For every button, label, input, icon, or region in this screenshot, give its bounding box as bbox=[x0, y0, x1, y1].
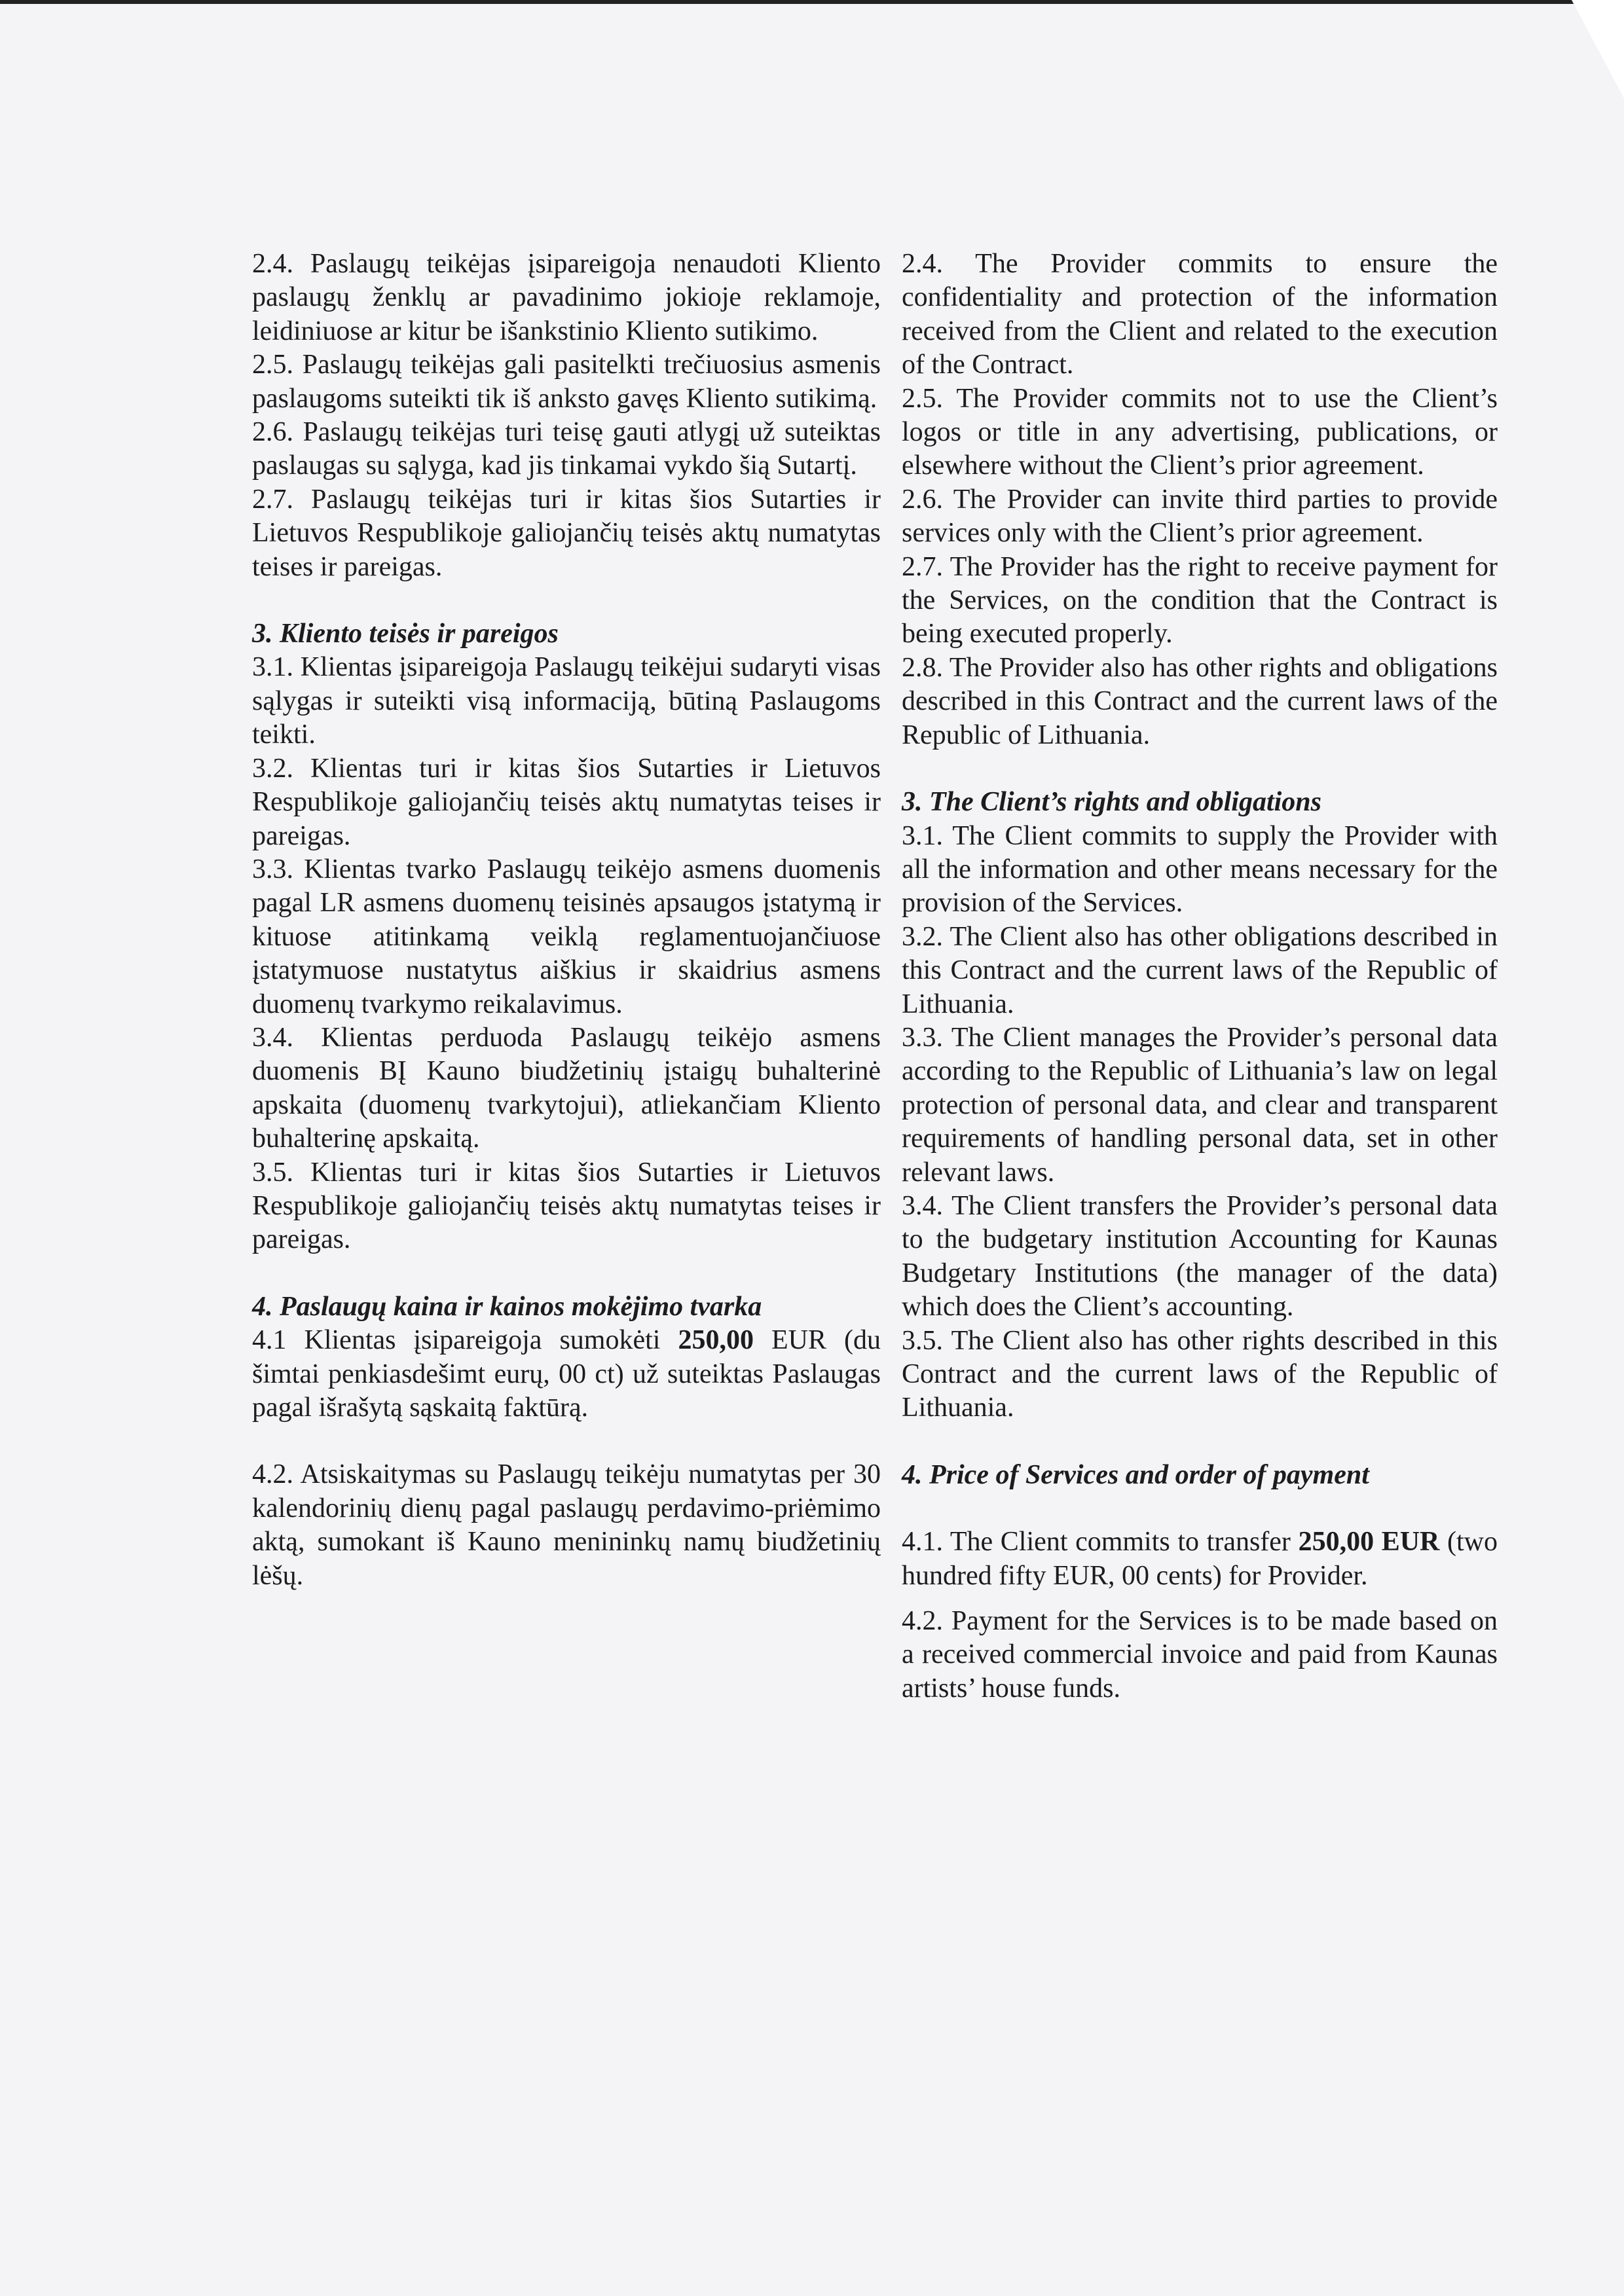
clause-2-5-lt: 2.5. Paslaugų teikėjas gali pasitelkti trečiuosius asmenis paslaugoms suteikti tik iš anksto gavęs Kliento sutikimą. bbox=[252, 350, 881, 414]
clause-text: 4.1 Klientas įsipareigoja sumokėti bbox=[252, 1325, 678, 1356]
clause-2-8-en: 2.8. The Provider also has other rights and obligations described in this Contract and the current laws of the Republic of Lithuania. bbox=[902, 652, 1498, 750]
english-column bbox=[902, 247, 1498, 1705]
clause-2-7-en: 2.7. The Provider has the right to receive payment for the Services, on the condition that the Contract is being executed properly. bbox=[902, 551, 1498, 649]
clause-3-4-en: 3.4. The Client transfers the Provider’s personal data to the budgetary institution Accounting for Kaunas Budgetary Institutions (the manager of the data) which does the Client’s accounting. bbox=[902, 1190, 1498, 1322]
section-4-heading-en: 4. Price of Services and order of payment bbox=[902, 1459, 1369, 1490]
clause-2-6-lt: 2.6. Paslaugų teikėjas turi teisę gauti atlygį už suteiktas paslaugas su sąlyga, kad jis tinkamai vykdo šią Sutartį. bbox=[252, 417, 881, 481]
clause-4-1-en bbox=[902, 1525, 1498, 1593]
clause-text: 4.1. The Client commits to transfer bbox=[902, 1527, 1299, 1558]
price-amount: 250,00 bbox=[678, 1325, 754, 1356]
clause-text: EUR (du šimtai penkiasdešimt eurų, 00 ct) už suteiktas Paslaugas pagal išrašytą sąskaitą faktūrą. bbox=[252, 1325, 881, 1423]
clause-2-5-en: 2.5. The Provider commits not to use the Client’s logos or title in any advertising, publications, or elsewhere without the Client’s prior agreement. bbox=[902, 383, 1498, 481]
clause-3-5-lt: 3.5. Klientas turi ir kitas šios Sutarties ir Lietuvos Respublikoje galiojančių teisės aktų numatytas teises ir pareigas. bbox=[252, 1157, 881, 1255]
section-4-heading-lt: 4. Paslaugų kaina ir kainos mokėjimo tvarka bbox=[252, 1291, 762, 1322]
clause-2-7-lt: 2.7. Paslaugų teikėjas turi ir kitas šios Sutarties ir Lietuvos Respublikoje galiojančių teisės aktų numatytas teises ir pareigas. bbox=[252, 484, 881, 582]
price-amount: 250,00 EUR bbox=[1298, 1527, 1440, 1558]
clause-2-4-en: 2.4. The Provider commits to ensure the confidentiality and protection of the information received from the Client and related to the execution of the Contract. bbox=[902, 249, 1498, 380]
scan-page-corner bbox=[1572, 0, 1624, 98]
clause-2-6-en: 2.6. The Provider can invite third parties to provide services only with the Client’s prior agreement. bbox=[902, 484, 1498, 549]
scan-top-edge bbox=[0, 0, 1624, 4]
section-3-heading-en: 3. The Client’s rights and obligations bbox=[902, 787, 1322, 818]
clause-text: (two hundred fifty EUR, 00 cents) for Provider. bbox=[902, 1527, 1498, 1591]
clause-4-2-lt: 4.2. Atsiskaitymas su Paslaugų teikėju numatytas per 30 kalendorinių dienų pagal paslaugų perdavimo-priėmimo aktą, sumokant iš Kauno menininkų namų biudžetinių lėšų. bbox=[252, 1459, 881, 1591]
clause-3-2-lt: 3.2. Klientas turi ir kitas šios Sutarties ir Lietuvos Respublikoje galiojančių teisės aktų numatytas teises ir pareigas. bbox=[252, 753, 881, 851]
clause-3-1-lt: 3.1. Klientas įsipareigoja Paslaugų teikėjui sudaryti visas sąlygas ir suteikti visą informaciją, būtiną Paslaugoms teikti. bbox=[252, 652, 881, 750]
clause-2-4-lt: 2.4. Paslaugų teikėjas įsipareigoja nenaudoti Kliento paslaugų ženklų ar pavadinimo jokioje reklamoje, leidiniuose ar kitur be išankstinio Kliento sutikimo. bbox=[252, 249, 881, 346]
clause-3-3-lt: 3.3. Klientas tvarko Paslaugų teikėjo asmens duomenis pagal LR asmens duomenų teisinės apsaugos įstatymą ir kituose atitinkamą veiklą reglamentuojančiuose įstatymuose nustatytus aiškius ir skaidrius asmens duomenų tvarkymo reikalavimus. bbox=[252, 854, 881, 1019]
clause-3-2-en: 3.2. The Client also has other obligations described in this Contract and the current laws of the Republic of Lithuania. bbox=[902, 921, 1498, 1019]
section-3-heading-lt: 3. Kliento teisės ir pareigos bbox=[252, 619, 559, 649]
clause-3-4-lt: 3.4. Klientas perduoda Paslaugų teikėjo asmens duomenis BĮ Kauno biudžetinių įstaigų buhalterinė apskaita (duomenų tvarkytojui), atliekančiam Kliento buhalterinę apskaitą. bbox=[252, 1022, 881, 1154]
clause-4-1-lt bbox=[252, 1324, 881, 1425]
clause-4-2-en: 4.2. Payment for the Services is to be made based on a received commercial invoice and paid from Kaunas artists’ house funds. bbox=[902, 1606, 1498, 1704]
clause-3-3-en: 3.3. The Client manages the Provider’s personal data according to the Republic of Lithuania’s law on legal protection of personal data, and clear and transparent requirements of handling personal data, set in other relevant laws. bbox=[902, 1022, 1498, 1188]
lithuanian-column bbox=[252, 247, 881, 1593]
clause-3-1-en: 3.1. The Client commits to supply the Provider with all the information and other means necessary for the provision of the Services. bbox=[902, 820, 1498, 919]
clause-3-5-en: 3.5. The Client also has other rights described in this Contract and the current laws of the Republic of Lithuania. bbox=[902, 1325, 1498, 1423]
